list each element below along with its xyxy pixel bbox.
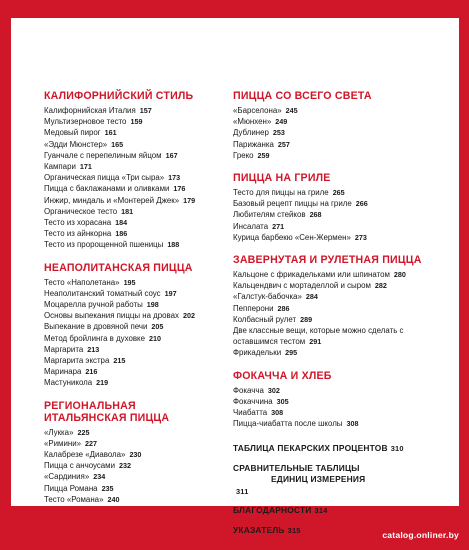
toc-entry[interactable] <box>233 407 433 418</box>
entry-page-number: 181 <box>121 206 134 216</box>
section-gap <box>233 161 433 172</box>
toc-entry[interactable] <box>44 344 234 355</box>
toc-entry[interactable] <box>44 277 234 288</box>
entry-page-number: 280 <box>393 270 406 280</box>
entry-page-number: 235 <box>101 483 114 493</box>
entry-page-number: 271 <box>272 221 285 231</box>
toc-entry[interactable] <box>44 355 234 366</box>
entry-page-number: 215 <box>113 356 126 366</box>
back-matter-page-number: 315 <box>287 525 301 535</box>
entry-page-number: 202 <box>183 311 195 321</box>
back-matter-title: СРАВНИТЕЛЬНЫЕ ТАБЛИЦЫ <box>233 462 360 473</box>
entry-page-number: 219 <box>96 378 109 388</box>
toc-entry[interactable] <box>44 150 234 161</box>
toc-entry[interactable] <box>44 299 234 310</box>
entry-title: Пепперони <box>233 303 274 313</box>
entry-title: Калифорнийская Италия <box>44 106 136 115</box>
entry-page-number: 186 <box>115 229 128 239</box>
entry-page-number: 268 <box>309 210 322 220</box>
toc-entry[interactable] <box>233 347 433 358</box>
entry-title: Выпекание в дровяной печи <box>44 322 148 332</box>
back-matter-page-number: 310 <box>390 444 404 454</box>
entry-page-number: 249 <box>275 117 288 127</box>
entry-page-number: 213 <box>87 344 100 354</box>
entry-page-number: 197 <box>164 288 177 298</box>
entry-title: Калабрезе «Диавола» <box>44 450 126 460</box>
entry-title: Базовый рецепт пиццы на гриле <box>233 199 352 209</box>
entry-page-number: 308 <box>346 419 359 429</box>
toc-entry[interactable] <box>233 269 433 280</box>
entry-title: Инсалата <box>233 221 269 231</box>
toc-entry[interactable] <box>233 209 433 220</box>
section-gap <box>233 359 433 370</box>
entry-title: Пицца-чиабатта после школы <box>233 419 343 429</box>
entry-title: Фрикадельки <box>233 348 282 358</box>
entry-title: Колбасный рулет <box>233 314 297 324</box>
back-matter-entry[interactable] <box>233 505 433 517</box>
section-title <box>233 254 433 266</box>
entry-page-number: 240 <box>107 494 120 504</box>
section-title-line: НЕАПОЛИТАНСКАЯ ПИЦЦА <box>44 261 193 274</box>
entry-page-number: 266 <box>355 199 368 209</box>
entry-page-number: 188 <box>167 240 180 250</box>
entry-title: Пицца с анчоусами <box>44 461 116 471</box>
entry-title: «Галстук-бабочка» <box>233 292 302 302</box>
entry-title: Основы выпекания пиццы на дровах <box>44 311 179 321</box>
entry-title: Медовый пирог <box>44 128 101 138</box>
entry-title: Любителям стейков <box>233 210 306 220</box>
back-matter-title: ТАБЛИЦА ПЕКАРСКИХ ПРОЦЕНТОВ <box>233 443 388 454</box>
toc-entry[interactable] <box>233 385 433 396</box>
entry-title: Курица барбекю «Сен-Жермен» <box>233 232 351 242</box>
toc-entry[interactable] <box>44 195 234 206</box>
toc-entry[interactable] <box>233 198 433 209</box>
entry-page-number: 227 <box>85 438 98 448</box>
entry-title: Мастуникола <box>44 378 93 388</box>
entry-title: «Мюнхен» <box>233 117 272 127</box>
entry-title: Метод бройлинга в духовке <box>44 333 145 343</box>
entry-page-number: 179 <box>183 195 196 205</box>
entry-page-number: 234 <box>93 472 106 482</box>
entry-page-number: 253 <box>272 128 285 138</box>
toc-entry[interactable] <box>44 321 234 332</box>
entry-page-number: 257 <box>277 139 290 149</box>
toc-entry[interactable] <box>44 310 234 321</box>
entry-title: Фокаччина <box>233 396 273 406</box>
toc-entry[interactable] <box>44 139 234 150</box>
toc-entry[interactable] <box>44 288 234 299</box>
entry-title: Маргарита экстра <box>44 356 110 366</box>
entry-page-number: 176 <box>173 184 186 194</box>
section-gap <box>44 251 234 262</box>
toc-entry[interactable] <box>44 460 234 471</box>
toc-entry[interactable] <box>233 325 433 347</box>
entry-title: «Сардиния» <box>44 472 90 482</box>
entry-title: «Барселона» <box>233 106 282 115</box>
toc-entry[interactable] <box>44 427 234 438</box>
entry-page-number: 232 <box>119 461 132 471</box>
toc-column-left <box>44 90 234 505</box>
toc-entry[interactable] <box>44 206 234 217</box>
entry-page-number: 273 <box>354 232 367 242</box>
entry-title: Тесто из хорасана <box>44 218 112 228</box>
entry-page-number: 289 <box>300 314 313 324</box>
toc-entry[interactable] <box>44 228 234 239</box>
back-matter-entry[interactable] <box>233 443 433 455</box>
entry-page-number: 173 <box>168 173 181 183</box>
toc-entry[interactable] <box>233 187 433 198</box>
entry-page-number: 302 <box>267 385 280 395</box>
toc-entry[interactable] <box>44 161 234 172</box>
entry-title: Тесто «Романа» <box>44 494 104 504</box>
toc-entry[interactable] <box>233 396 433 407</box>
toc-column-right <box>233 90 433 544</box>
entry-title: Греко <box>233 150 254 160</box>
back-matter-page-number: 314 <box>314 506 328 516</box>
entry-page-number: 210 <box>148 333 161 343</box>
toc-entry[interactable] <box>44 239 234 250</box>
entry-page-number: 284 <box>305 292 318 302</box>
toc-entry[interactable] <box>44 366 234 377</box>
entry-title: Пицца Романа <box>44 483 98 493</box>
entry-page-number: 230 <box>129 450 142 460</box>
entry-title: Органическая пицца «Три сыра» <box>44 173 165 183</box>
entry-page-number: 157 <box>139 106 152 115</box>
entry-page-number: 205 <box>151 322 164 332</box>
entry-page-number: 225 <box>77 427 90 437</box>
toc-entry[interactable] <box>233 303 433 314</box>
entry-page-number: 295 <box>285 348 298 358</box>
back-matter-title: УКАЗАТЕЛЬ <box>233 524 285 535</box>
footer-watermark: catalog.onliner.by <box>382 530 459 540</box>
entry-page-number: 161 <box>104 128 117 138</box>
toc-entry[interactable] <box>233 232 433 243</box>
toc-entry[interactable] <box>233 150 433 161</box>
entry-page-number: 184 <box>115 218 128 228</box>
entry-title: Парижанка <box>233 139 274 149</box>
entry-title: Маринара <box>44 367 82 377</box>
toc-entry[interactable] <box>44 471 234 482</box>
toc-entry[interactable] <box>44 127 234 138</box>
toc-entry[interactable] <box>233 127 433 138</box>
entry-title: Чиабатта <box>233 408 268 418</box>
back-matter-list <box>233 443 433 536</box>
entry-title: Тесто «Наполетана» <box>44 277 120 287</box>
entry-page-number: 308 <box>271 408 284 418</box>
toc-entry[interactable] <box>233 116 433 127</box>
entry-title: Фокачча <box>233 385 264 395</box>
entry-page-number: 291 <box>309 337 322 347</box>
entry-page-number: 305 <box>276 396 289 406</box>
toc-entry[interactable] <box>233 221 433 232</box>
section-title-line: КАЛИФОРНИЙСКИЙ СТИЛЬ <box>44 90 194 102</box>
toc-entry[interactable] <box>44 438 234 449</box>
entry-title: Кампари <box>44 162 76 172</box>
section-gap <box>44 389 234 400</box>
toc-entry[interactable] <box>44 217 234 228</box>
toc-entry[interactable] <box>44 105 234 116</box>
toc-entry[interactable] <box>44 494 234 505</box>
section-title <box>233 370 433 382</box>
entry-page-number: 167 <box>165 150 178 160</box>
toc-entry[interactable] <box>44 172 234 183</box>
section-gap <box>233 243 433 254</box>
entry-title: Дублинер <box>233 128 269 138</box>
entry-page-number: 259 <box>257 150 270 160</box>
entry-title: Тесто для пиццы на гриле <box>233 188 329 198</box>
toc-entry[interactable] <box>233 139 433 150</box>
entry-title: «Эдди Мюнстер» <box>44 139 108 149</box>
back-matter-page-number: 311 <box>236 486 249 496</box>
section-title-line: ЗАВЕРНУТАЯ И РУЛЕТНАЯ ПИЦЦА <box>233 254 422 267</box>
entry-page-number: 171 <box>79 162 92 172</box>
toc-entry[interactable] <box>44 449 234 460</box>
section-title-line: ПИЦЦА НА ГРИЛЕ <box>233 172 331 185</box>
entry-title: Неаполитанский томатный соус <box>44 288 161 298</box>
toc-entry[interactable] <box>233 105 433 116</box>
entry-page-number: 195 <box>123 277 136 287</box>
entry-title: «Лукка» <box>44 427 74 437</box>
toc-entry[interactable] <box>44 483 234 494</box>
entry-page-number: 282 <box>374 281 387 291</box>
toc-entry[interactable] <box>233 291 433 302</box>
entry-title: Органическое тесто <box>44 206 118 216</box>
entry-page-number: 159 <box>130 117 143 127</box>
back-matter-title: БЛАГОДАРНОСТИ <box>233 505 312 516</box>
section-title <box>233 90 433 102</box>
section-title-line: ПИЦЦА СО ВСЕГО СВЕТА <box>233 90 372 102</box>
entry-title: Инжир, миндаль и «Монтерей Джек» <box>44 195 180 205</box>
entry-page-number: 245 <box>285 106 298 115</box>
entry-title: Моцарелла ручной работы <box>44 300 143 310</box>
section-title <box>233 172 433 184</box>
entry-title: Две классные вещи, которые можно сделать с оставшимся тестом <box>233 326 404 347</box>
entry-page-number: 286 <box>277 303 290 313</box>
section-title <box>44 90 234 102</box>
toc-entry[interactable] <box>44 377 234 388</box>
section-title <box>44 400 234 424</box>
toc-entry[interactable] <box>44 183 234 194</box>
entry-title: Гуанчале с перепелиным яйцом <box>44 150 162 160</box>
entry-title: Тесто из айнкорна <box>44 229 112 239</box>
section-title-line: РЕГИОНАЛЬНАЯ <box>44 399 136 412</box>
section-title <box>44 262 234 274</box>
section-title-line: ИТАЛЬЯНСКАЯ ПИЦЦА <box>44 411 170 424</box>
entry-page-number: 216 <box>85 367 98 377</box>
entry-title: Кальцоне с фрикадельками или шпинатом <box>233 270 390 280</box>
entry-title: Тесто из пророщенной пшеницы <box>44 240 164 250</box>
toc-entry[interactable] <box>44 333 234 344</box>
entry-page-number: 165 <box>111 139 124 149</box>
section-title-line: ФОКАЧЧА И ХЛЕБ <box>233 369 332 382</box>
back-matter-entry[interactable] <box>233 463 433 498</box>
toc-entry[interactable] <box>233 280 433 291</box>
entry-title: Пицца с баклажанами и оливками <box>44 184 170 194</box>
toc-entry[interactable] <box>233 418 433 429</box>
entry-page-number: 198 <box>146 300 159 310</box>
entry-title: Мультизерновое тесто <box>44 117 127 127</box>
entry-title: «Римини» <box>44 438 82 448</box>
toc-entry[interactable] <box>44 116 234 127</box>
entry-title: Маргарита <box>44 344 84 354</box>
entry-title: Кальцендвич с мортаделлой и сыром <box>233 281 371 291</box>
entry-page-number: 265 <box>332 188 345 198</box>
back-matter-title: ЕДИНИЦ ИЗМЕРЕНИЯ <box>271 474 366 485</box>
toc-entry[interactable] <box>233 314 433 325</box>
